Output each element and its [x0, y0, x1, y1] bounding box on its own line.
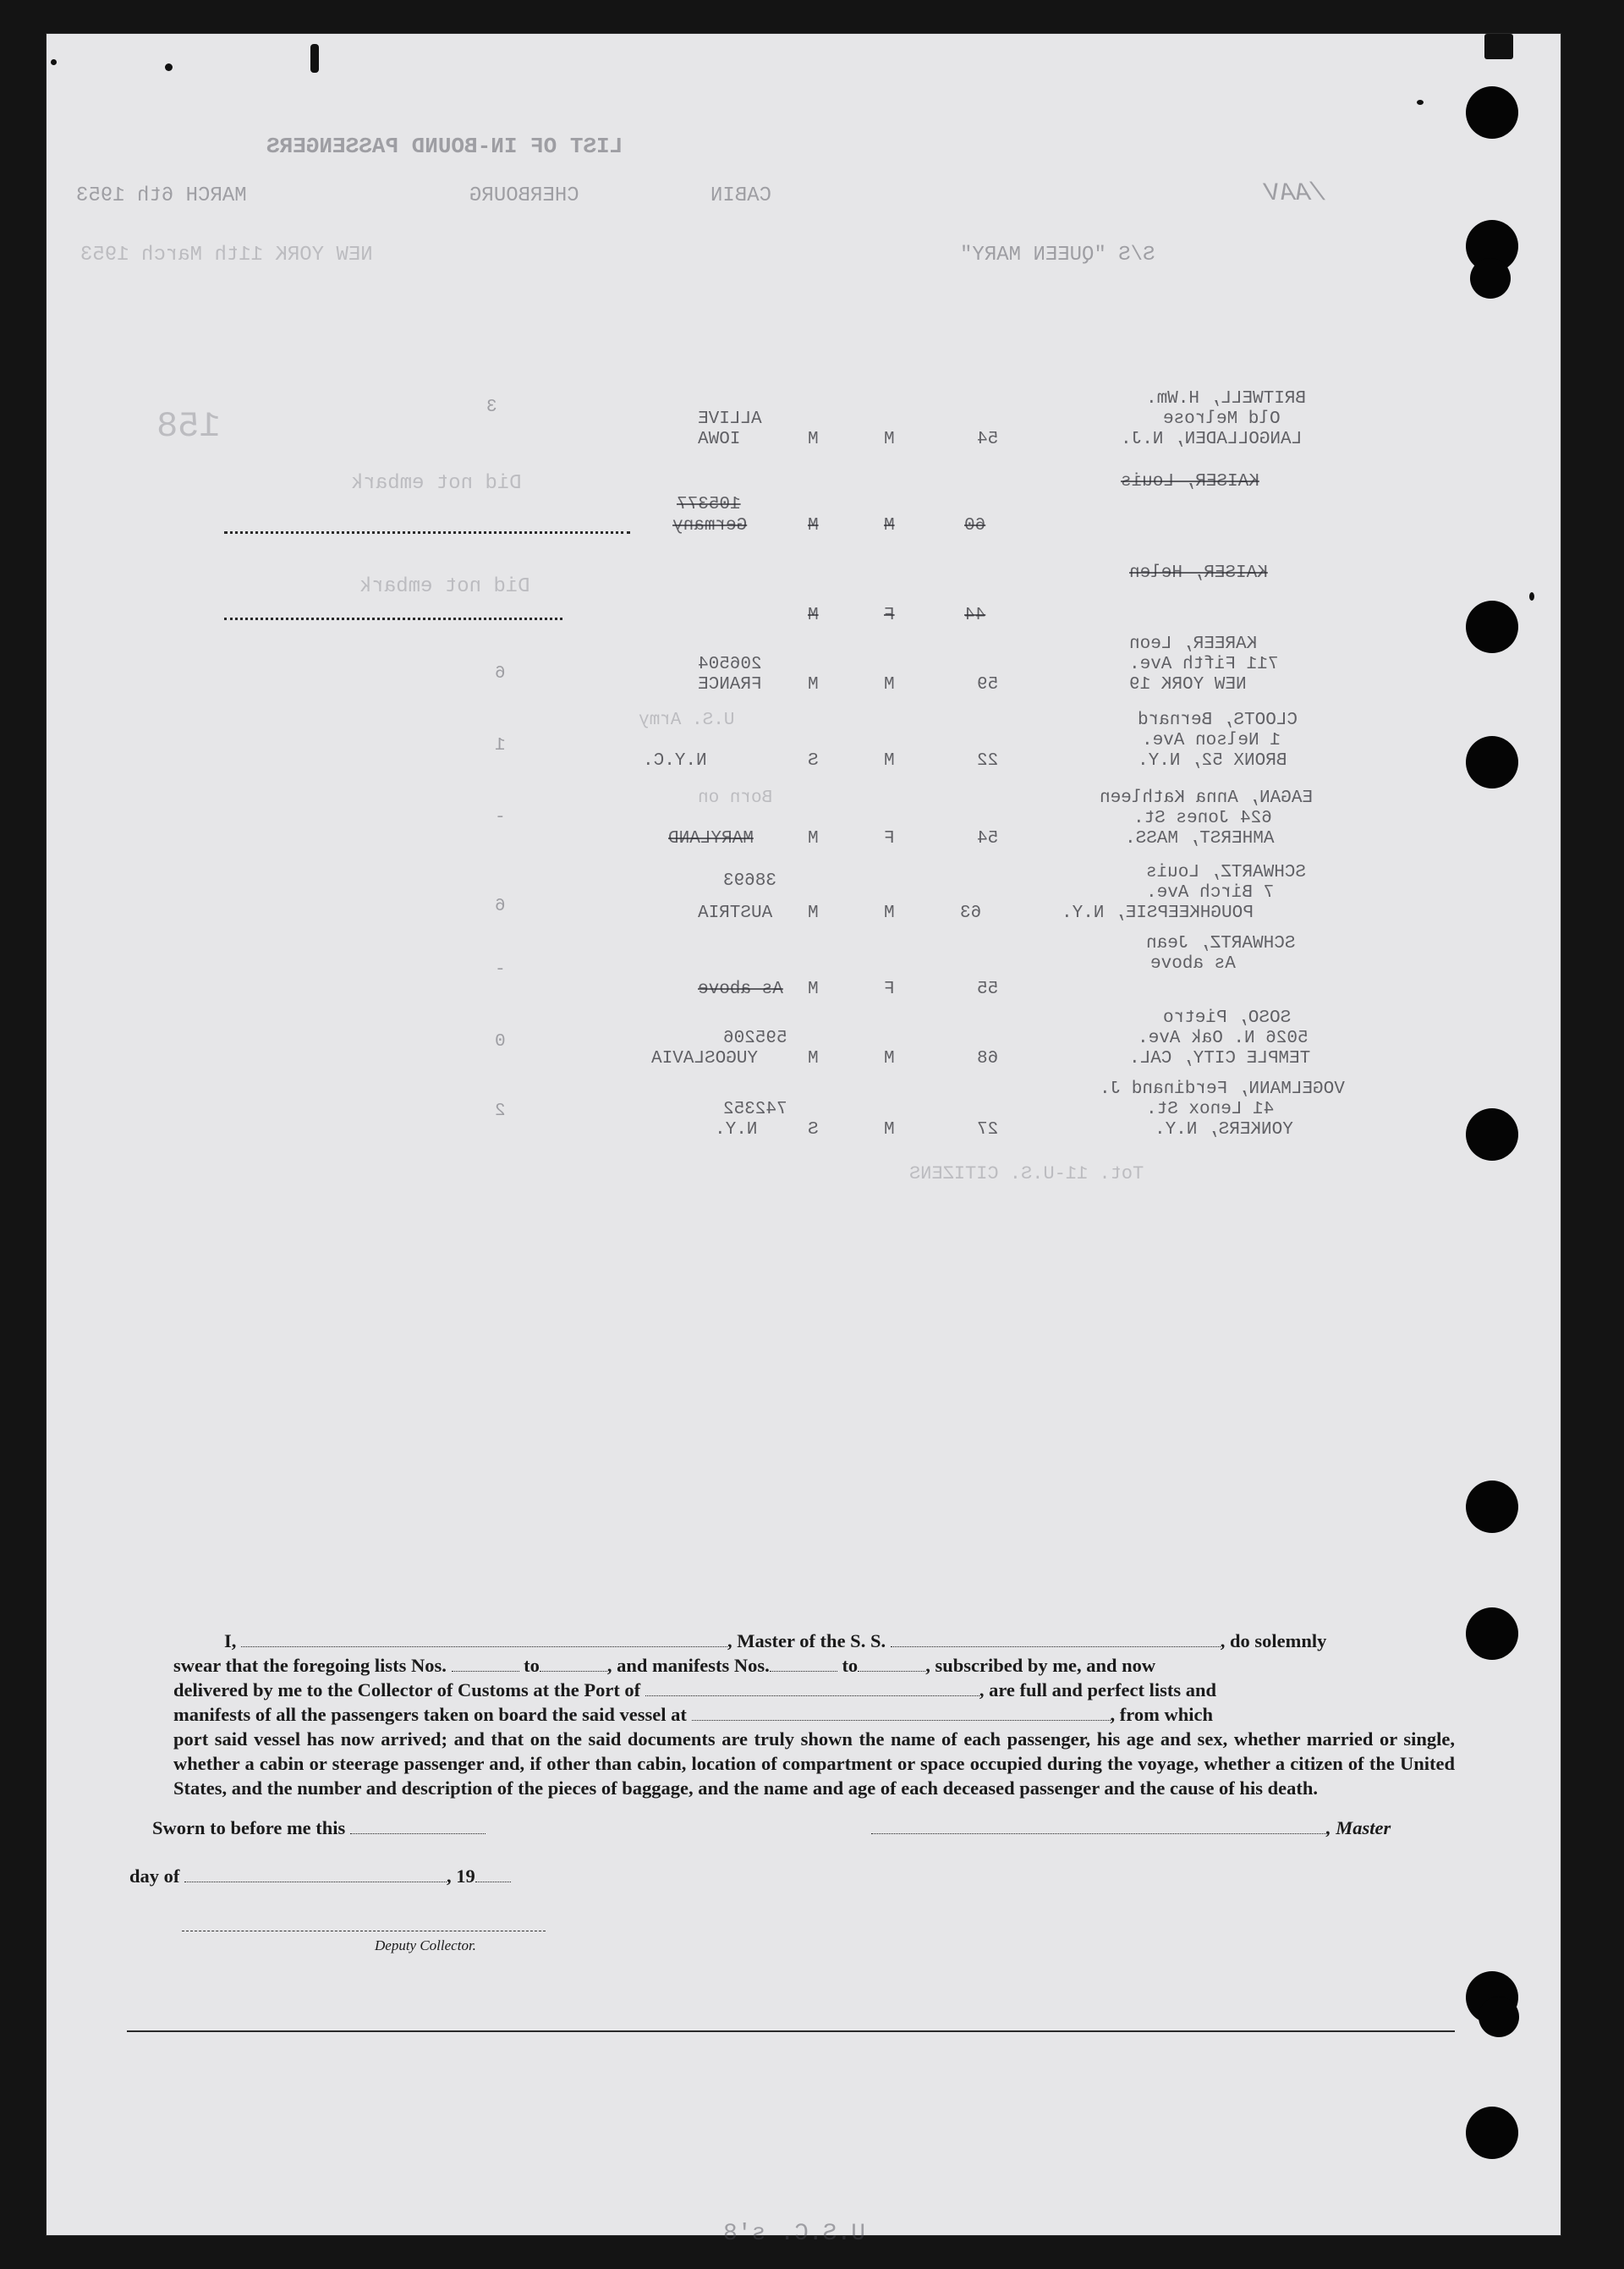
- passenger-certificate: U.S. Army: [639, 711, 735, 730]
- passenger-age: 54: [977, 430, 999, 449]
- manifest-from-blank: [770, 1656, 837, 1672]
- manifest-page: [47, 34, 1561, 2247]
- passenger-sex: M: [884, 1120, 895, 1140]
- passenger-status: S: [808, 751, 819, 771]
- passenger-status: M: [808, 980, 819, 999]
- total-line: Tot. 11-U.S. CITIZENS: [909, 1163, 1144, 1184]
- cabin-class: CABIN: [710, 184, 772, 207]
- passenger-address: 624 Jones St.: [1133, 809, 1272, 828]
- ink-speck: [1484, 34, 1513, 59]
- passenger-age: 44: [964, 606, 986, 625]
- passenger-nationality: YUGOSLAVIA: [651, 1049, 759, 1069]
- passenger-status: M: [808, 606, 819, 625]
- passenger-name: BRITWELL, H.Wm.: [1146, 389, 1307, 409]
- passenger-code: 6: [495, 664, 506, 684]
- passenger-age: 68: [977, 1049, 999, 1069]
- punch-hole: [1466, 2107, 1518, 2159]
- bottom-rule: [127, 2030, 1455, 2032]
- master-label: , Master: [1326, 1817, 1391, 1838]
- passenger-nationality: AUSTRIA: [698, 904, 773, 923]
- passenger-age: 63: [960, 904, 982, 923]
- vessel-blank: [891, 1631, 1221, 1647]
- embark-port-blank: [692, 1705, 1111, 1721]
- list-number: 158: [156, 406, 221, 447]
- oath-swear: swear that the foregoing lists Nos.: [173, 1655, 447, 1676]
- oath-delivered: delivered by me to the Collector of Customs at the Port of: [173, 1679, 641, 1700]
- passenger-code: 0: [495, 1032, 506, 1052]
- ink-speck: [310, 44, 319, 73]
- list-mark: /AAV: [1265, 179, 1326, 208]
- sworn-line: [152, 1817, 486, 1839]
- manifest-to-blank: [858, 1656, 925, 1672]
- passenger-age: 54: [977, 829, 999, 849]
- oath-i: I,: [224, 1630, 237, 1651]
- passenger-certificate: ALLIVE: [698, 409, 762, 429]
- master-name-blank: [241, 1631, 727, 1647]
- list-from-blank: [452, 1656, 519, 1672]
- departure-date: MARCH 6th 1953: [76, 184, 247, 207]
- oath-and-manifests: , and manifests Nos.: [606, 1655, 770, 1676]
- arrival-line: NEW YORK 11th March 1953: [80, 244, 373, 266]
- ink-speck: [165, 63, 173, 71]
- passenger-code: 2: [495, 1102, 506, 1121]
- passenger-sex: M: [884, 904, 895, 923]
- ink-speck: [51, 59, 57, 65]
- passenger-age: 27: [977, 1120, 999, 1140]
- passenger-note: Did not embark: [359, 575, 530, 598]
- passenger-status: M: [808, 516, 819, 536]
- passenger-code: 3: [486, 398, 497, 417]
- dotted-leader: [224, 618, 562, 620]
- passenger-address: Old Melrose: [1163, 409, 1281, 429]
- passenger-sex: M: [884, 675, 895, 695]
- oath-body: port said vessel has now arrived; and that on the said documents are truly shown the name of each passenger, his age and sex, whether married or single, whether a cabin or steerage passenger and, if other than cabin, location of compartment or space occupied during the voyage, whether a citizen of the United States, and the number and description of the pieces of baggage, and the name and age of each deceased passenger and the cause of his death.: [173, 1728, 1455, 1799]
- punch-hole: [1466, 736, 1518, 788]
- oath-to-1: to: [524, 1655, 540, 1676]
- oath-manifests-of: manifests of all the passengers taken on board the said vessel at: [173, 1704, 687, 1725]
- passenger-sex: M: [884, 1049, 895, 1069]
- passenger-nationality: Germany: [672, 516, 748, 536]
- passenger-nationality: N.Y.: [715, 1120, 758, 1140]
- passenger-certificate: Born on: [698, 788, 773, 808]
- passenger-city: NEW YORK 19: [1129, 675, 1247, 695]
- oath-master-of: , Master of the S. S.: [727, 1630, 886, 1651]
- passenger-certificate: 38693: [723, 871, 777, 891]
- passenger-name: KAISER, Louis: [1121, 472, 1259, 492]
- passenger-name: KAREER, Leon: [1129, 635, 1258, 654]
- vessel-name: S/S "QUEEN MARY": [960, 244, 1155, 266]
- punch-hole: [1479, 1997, 1519, 2037]
- passenger-status: M: [808, 430, 819, 449]
- oath-to-2: to: [842, 1655, 859, 1676]
- passenger-sex: M: [884, 430, 895, 449]
- deputy-collector-label: Deputy Collector.: [375, 1937, 476, 1953]
- punch-hole: [1466, 1607, 1518, 1660]
- punch-hole: [1466, 1108, 1518, 1161]
- passenger-code: -: [495, 808, 506, 827]
- passenger-status: M: [808, 675, 819, 695]
- passenger-city: LANGOLLADEN, N.J.: [1121, 430, 1303, 449]
- passenger-nationality: N.Y.C.: [643, 751, 707, 771]
- passenger-status: M: [808, 1049, 819, 1069]
- passenger-address: 41 Lenox St.: [1146, 1100, 1275, 1119]
- sworn-label: Sworn to before me this: [152, 1817, 346, 1838]
- passenger-certificate: 105377: [677, 495, 741, 514]
- passenger-sex: F: [884, 606, 895, 625]
- sworn-date-blank: [350, 1818, 486, 1834]
- passenger-code: -: [495, 960, 506, 980]
- passenger-address: 1 Nelson Ave.: [1142, 731, 1281, 750]
- day-of-label: day of: [129, 1865, 180, 1887]
- day-blank: [184, 1866, 447, 1882]
- passenger-name: SOSO, Pietro: [1163, 1008, 1292, 1028]
- passenger-status: M: [808, 904, 819, 923]
- passenger-code: 6: [495, 897, 506, 916]
- passenger-status: S: [808, 1120, 819, 1140]
- passenger-city: YONKERS, N.Y.: [1155, 1120, 1293, 1140]
- passenger-name: EAGAN, Anna Kathleen: [1100, 788, 1314, 808]
- year-prefix: , 19: [447, 1865, 475, 1887]
- passenger-city: AMHERST, MASS.: [1125, 829, 1275, 849]
- passenger-certificate: 595206: [723, 1029, 787, 1048]
- passenger-address: 711 Fifth Ave.: [1129, 655, 1279, 674]
- oath-paragraph: [173, 1629, 1455, 1800]
- passenger-age: 22: [977, 751, 999, 771]
- passenger-nationality: MARYLAND: [668, 829, 754, 849]
- dotted-leader: [224, 531, 630, 534]
- list-to-blank: [540, 1656, 607, 1672]
- punch-hole: [1466, 601, 1518, 653]
- punch-hole: [1466, 86, 1518, 139]
- punch-hole: [1466, 1481, 1518, 1533]
- passenger-age: 59: [977, 675, 999, 695]
- passenger-code: 1: [495, 736, 506, 755]
- passenger-certificate: 742352: [723, 1100, 787, 1119]
- year-blank: [475, 1866, 511, 1882]
- passenger-name: VOGELMANN, Ferdinand J.: [1100, 1080, 1345, 1099]
- passenger-sex: M: [884, 751, 895, 771]
- punch-hole: [1470, 258, 1511, 299]
- oath-subscribed: , subscribed by me, and now: [925, 1655, 1156, 1676]
- passenger-city: BRONX 52, N.Y.: [1138, 751, 1287, 771]
- ink-speck: [1529, 592, 1534, 601]
- oath-are-full: , are full and perfect lists and: [979, 1679, 1217, 1700]
- passenger-nationality: IOWA: [698, 430, 741, 449]
- passenger-age: 55: [977, 980, 999, 999]
- port-blank: [645, 1680, 979, 1696]
- passenger-name: SCHWARTZ, Louis: [1146, 863, 1307, 882]
- passenger-nationality: FRANCE: [698, 675, 762, 695]
- master-signature-blank: [871, 1818, 1326, 1834]
- list-title: LIST OF IN-BOUND PASSENGERS: [266, 134, 623, 159]
- passenger-age: 60: [964, 516, 986, 536]
- footer-stamp: U.S.C. s'8: [723, 2221, 866, 2247]
- day-of-line: [129, 1865, 511, 1887]
- passenger-sex: M: [884, 516, 895, 536]
- passenger-note: Did not embark: [351, 472, 522, 495]
- master-signature-line: [871, 1817, 1391, 1839]
- passenger-status: M: [808, 829, 819, 849]
- passenger-certificate: 206504: [698, 655, 762, 674]
- oath-from-which: , from which: [1110, 1704, 1213, 1725]
- passenger-name: CLOOTS, Bernard: [1138, 711, 1298, 730]
- oath-do-solemnly: , do solemnly: [1220, 1630, 1327, 1651]
- ink-speck: [1417, 100, 1424, 105]
- passenger-nationality: As above: [698, 980, 783, 999]
- passenger-address: As above: [1150, 954, 1236, 974]
- passenger-name: SCHWARTZ, Jean: [1146, 934, 1296, 953]
- passenger-address: 7 Birch Ave.: [1146, 883, 1275, 903]
- passenger-sex: F: [884, 980, 895, 999]
- passenger-sex: F: [884, 829, 895, 849]
- passenger-name: KAISER, Helen: [1129, 563, 1268, 583]
- passenger-address: 5026 N. Oak Ave.: [1138, 1029, 1309, 1048]
- port-of-departure: CHERBOURG: [469, 184, 579, 207]
- passenger-city: POUGHKEEPSIE, N.Y.: [1062, 904, 1254, 923]
- passenger-city: TEMPLE CITY, CAL.: [1129, 1049, 1311, 1069]
